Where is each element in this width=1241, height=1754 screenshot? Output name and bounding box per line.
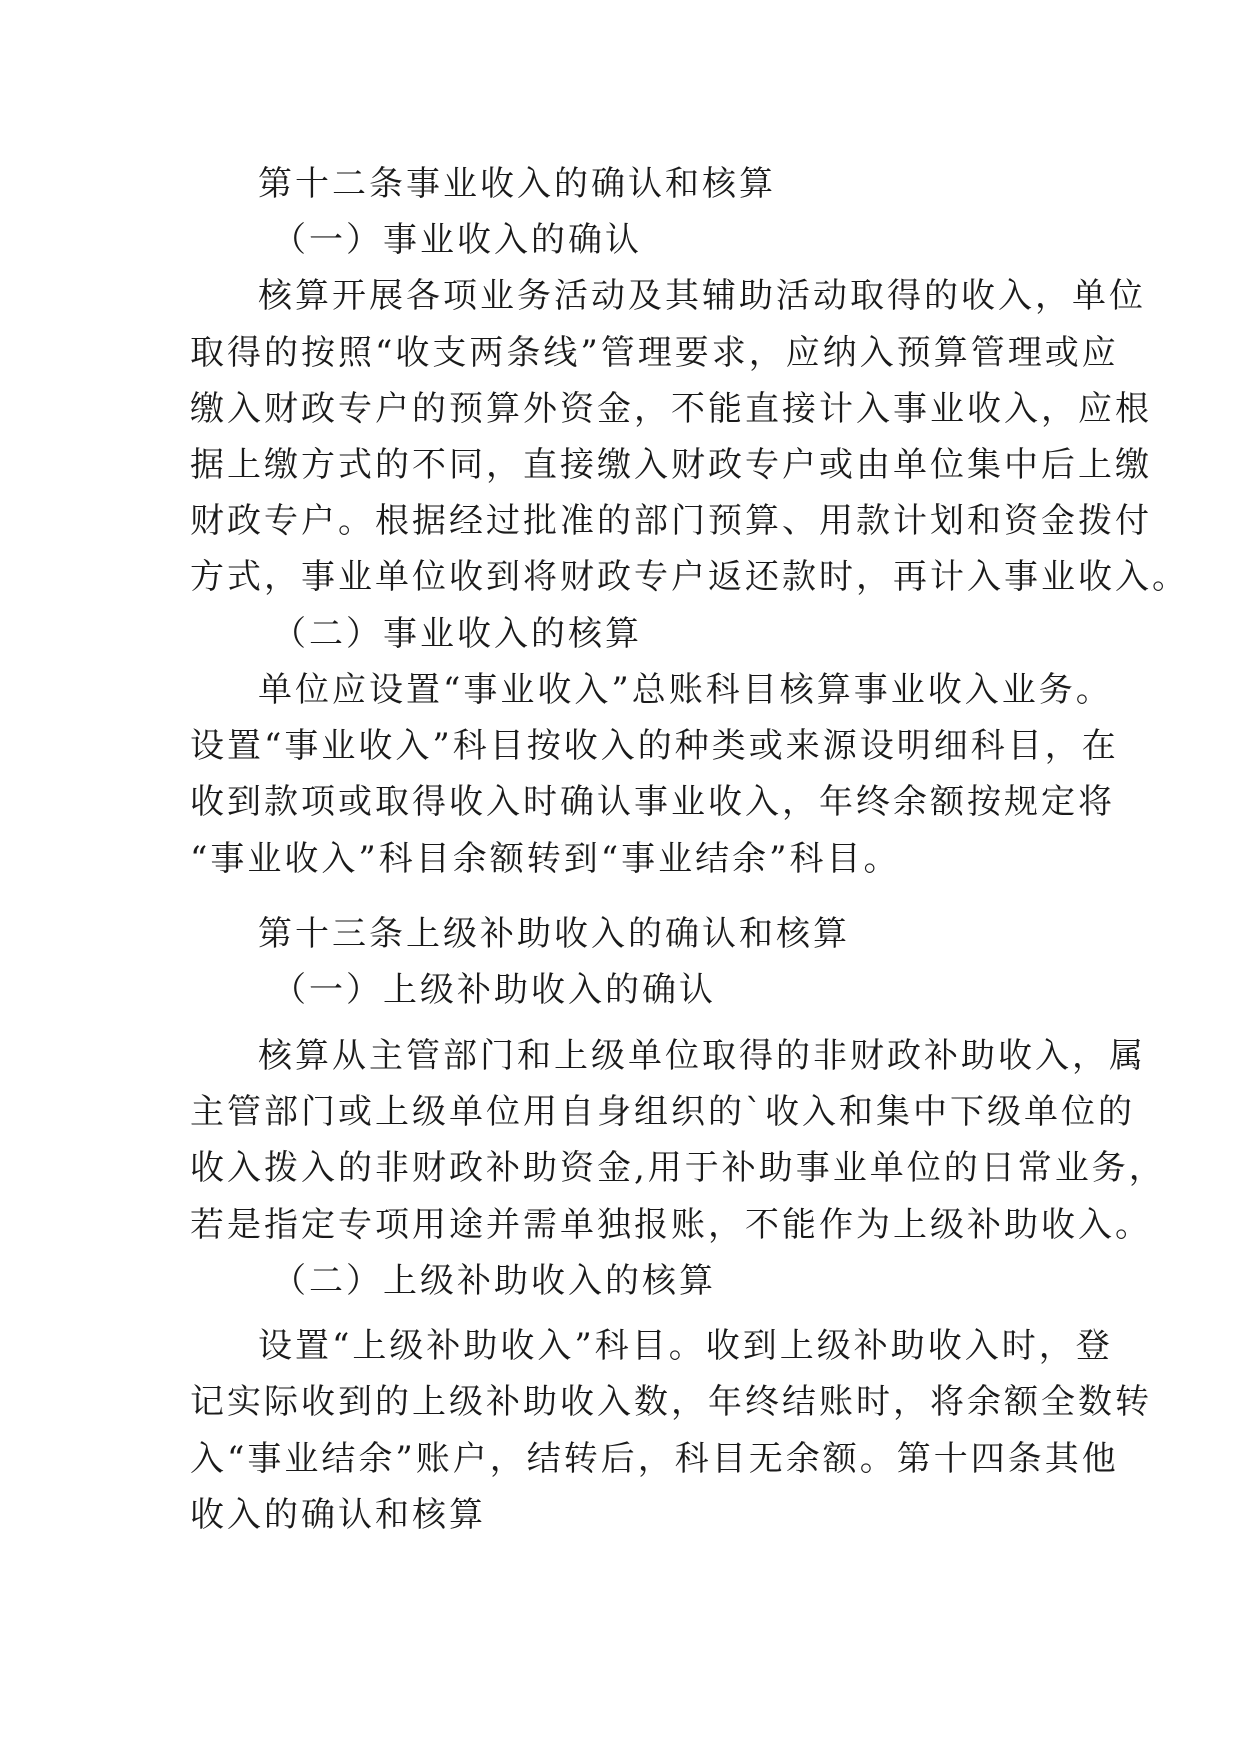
paragraph-line: 若是指定专项用途并需单独报账，不能作为上级补助收入。 [190,1205,1152,1245]
paragraph-line: 财政专户。根据经过批准的部门预算、用款计划和资金拨付 [190,501,1152,541]
paragraph-line: 取得的按照“收支两条线”管理要求，应纳入预算管理或应 [190,333,1119,373]
paragraph-line: 缴入财政专户的预算外资金，不能直接计入事业收入，应根 [190,389,1152,429]
paragraph-line: 核算从主管部门和上级单位取得的非财政补助收入，属 [258,1036,1146,1076]
paragraph-line: 核算开展各项业务活动及其辅助活动取得的收入，单位 [258,276,1146,316]
paragraph-line: 单位应设置“事业收入”总账科目核算事业收入业务。 [258,670,1113,710]
paragraph-line: 设置“事业收入”科目按收入的种类或来源设明细科目，在 [190,726,1119,766]
paragraph-line: 设置“上级补助收入”科目。收到上级补助收入时，登 [258,1326,1113,1366]
paragraph-line: 收到款项或取得收入时确认事业收入，年终余额按规定将 [190,782,1115,822]
subheading-recognition: （一）事业收入的确认 [272,220,642,260]
paragraph-line: 入“事业结余”账户，结转后，科目无余额。第十四条其他 [190,1439,1119,1479]
paragraph-line: 记实际收到的上级补助收入数，年终结账时，将余额全数转 [190,1382,1152,1422]
paragraph-line: 据上缴方式的不同，直接缴入财政专户或由单位集中后上缴 [190,445,1152,485]
subheading-accounting: （二）事业收入的核算 [272,614,642,654]
subheading-accounting: （二）上级补助收入的核算 [272,1261,716,1301]
paragraph-line: 方式，事业单位收到将财政专户返还款时，再计入事业收入。 [190,557,1189,597]
paragraph-line: 主管部门或上级单位用自身组织的`收入和集中下级单位的 [190,1092,1135,1132]
paragraph-line: 收入拨入的非财政补助资金,用于补助事业单位的日常业务， [190,1148,1166,1188]
paragraph-line: 收入的确认和核算 [190,1495,486,1535]
paragraph-line: “事业收入”科目余额转到“事业结余”科目。 [190,839,901,879]
heading-article-13: 第十三条上级补助收入的确认和核算 [258,914,850,954]
subheading-recognition: （一）上级补助收入的确认 [272,970,716,1010]
heading-article-12: 第十二条事业收入的确认和核算 [258,164,776,204]
